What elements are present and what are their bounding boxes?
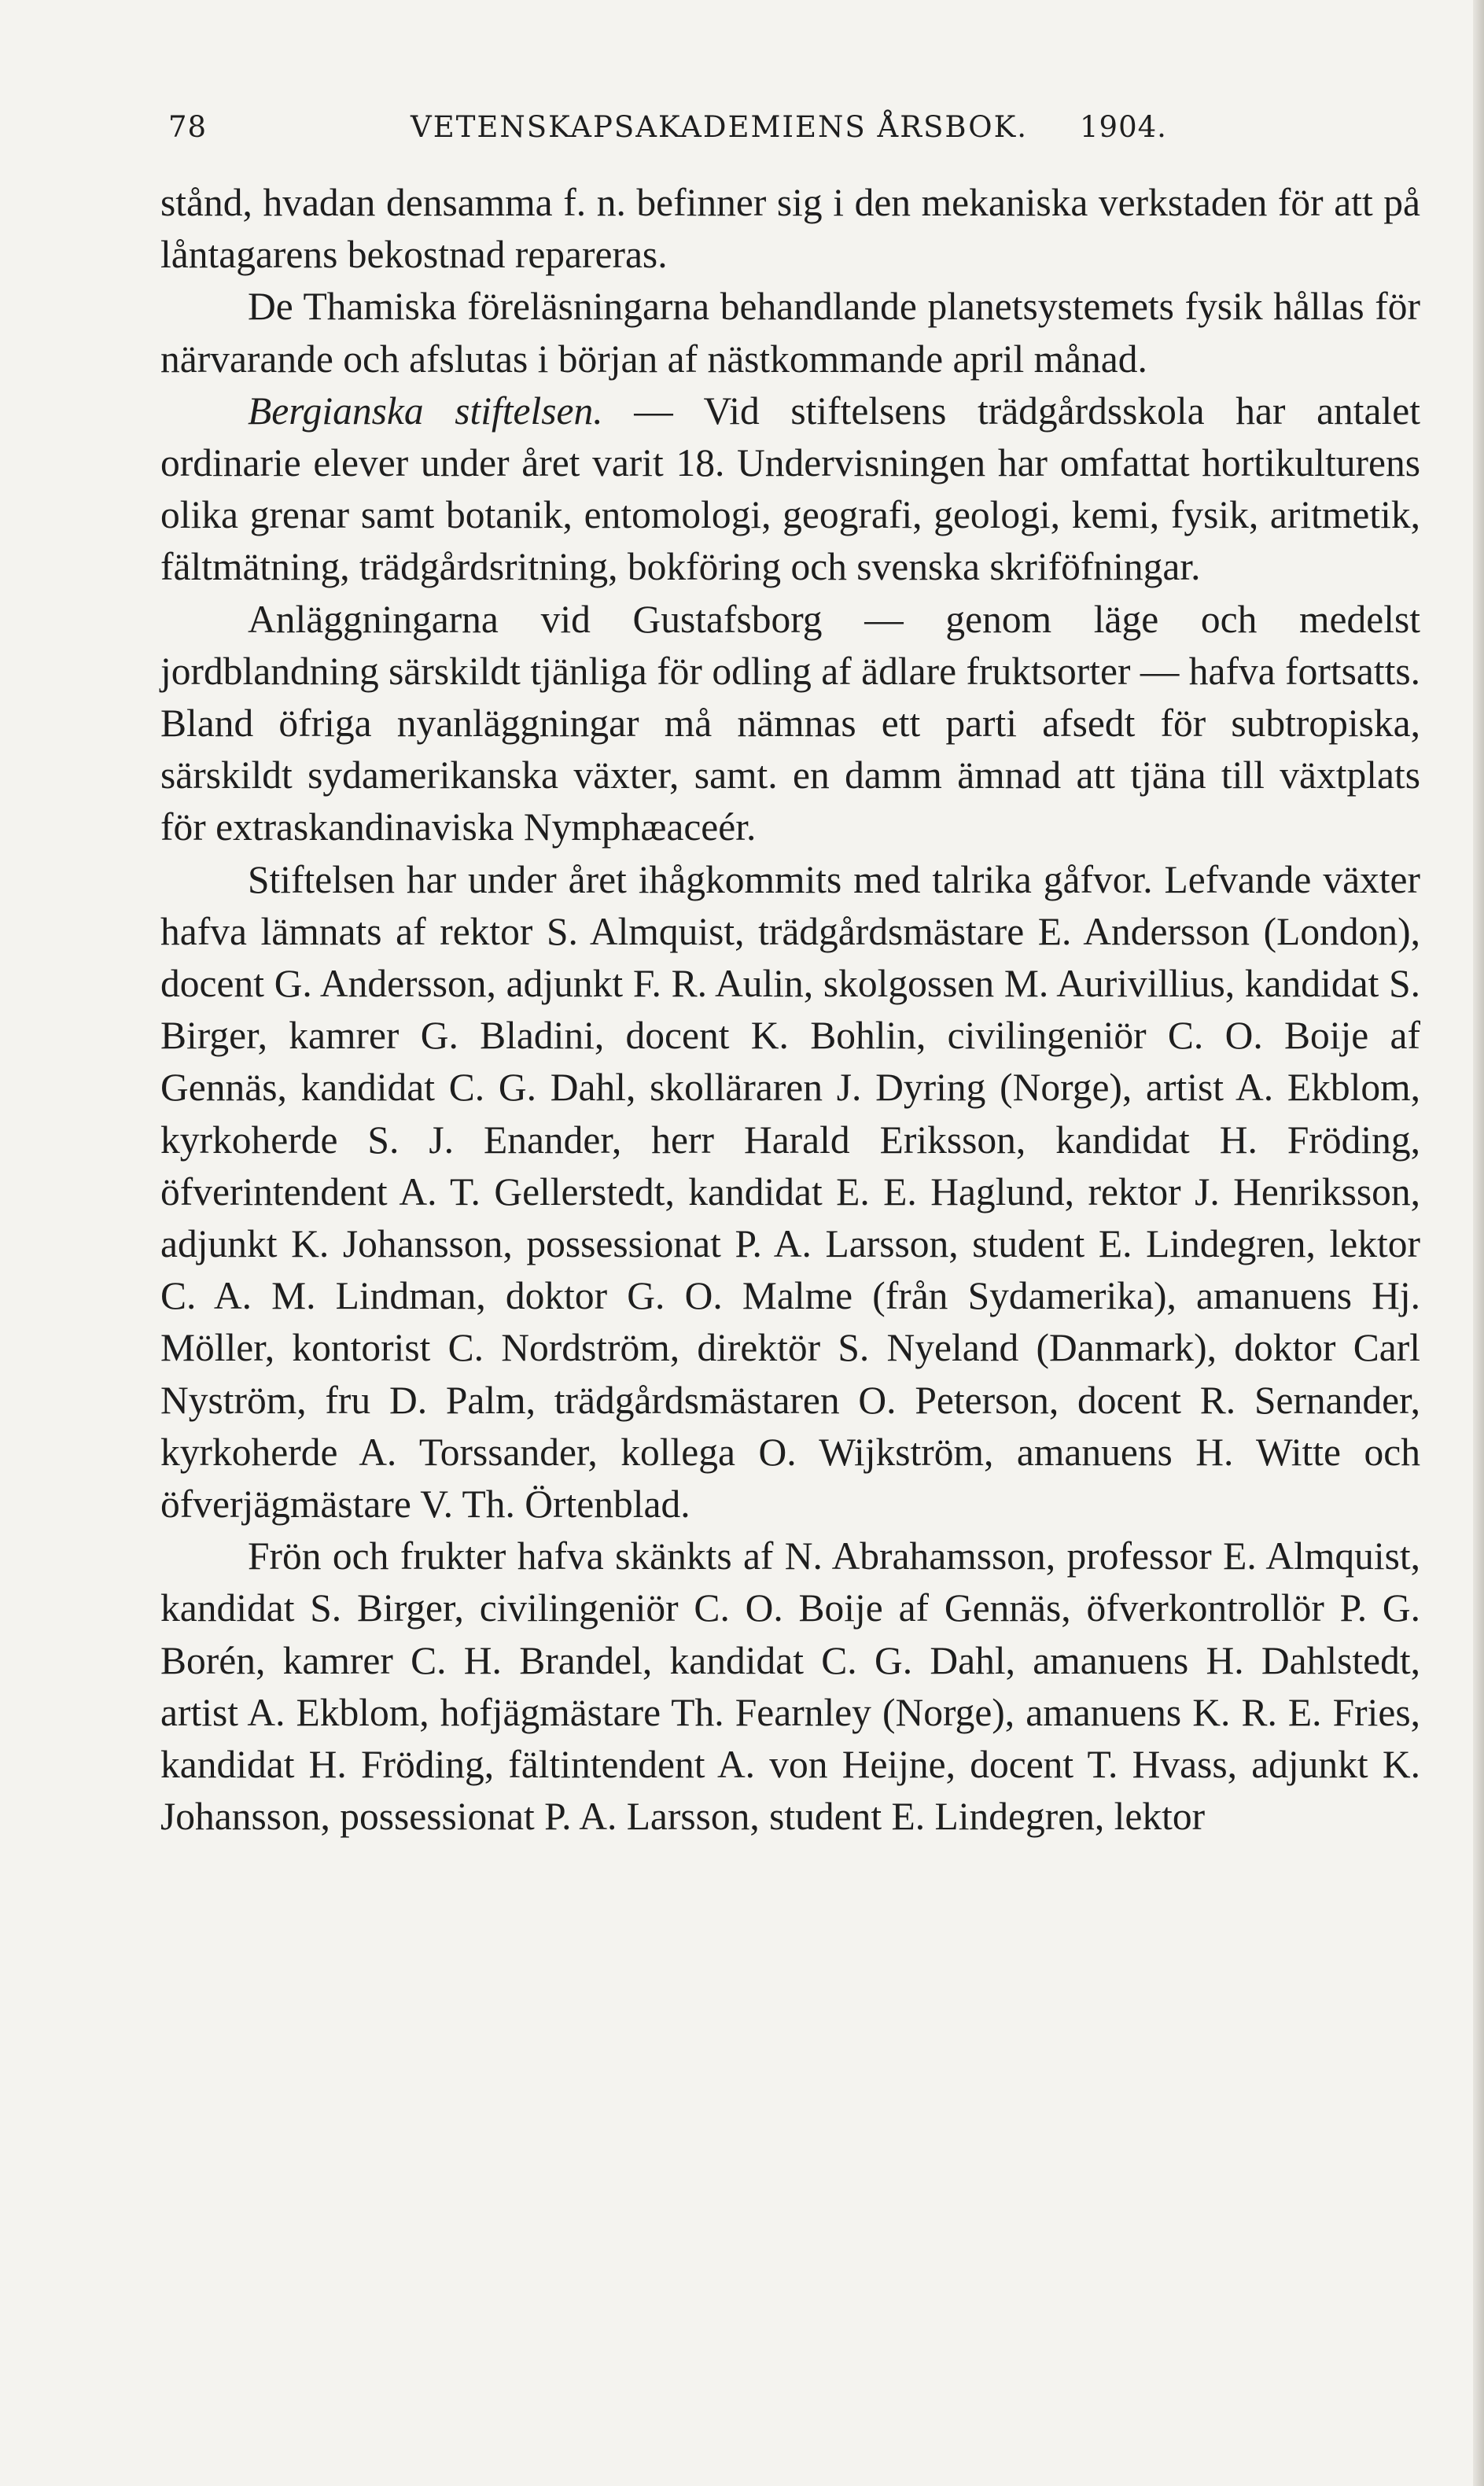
paragraph-bergianska-text: — Vid stiftelsens trädgårdsskola har antalet ordinarie elever under året varit 18. Undervisningen har omfattat hortikulturens olika grenar samt botanik, entomologi, geografi, geologi, kemi, fysik, aritmetik, fältmätning, trädgårdsritning, bokföring och svenska skriföfningar. [160,389,1420,589]
paragraph-gifts-seeds: Frön och frukter hafva skänkts af N. Abrahamsson, professor E. Almquist, kandidat S. Birger, civilingeniör C. O. Boije af Gennäs, öfverkontrollör P. G. Borén, kamrer C. H. Brandel, kandidat C. G. Dahl, amanuens H. Dahlstedt, artist A. Ekblom, hofjägmästare Th. Fearnley (Norge), amanuens K. R. E. Fries, kandidat H. Fröding, fältintendent A. von Heijne, docent T. Hvass, adjunkt K. Johansson, possessionat P. A. Larsson, student E. Lindegren, lektor [160,1534,1420,1839]
page-edge-shadow [1473,0,1484,2486]
page-number: 78 [168,110,208,144]
paragraph-gustafsborg: Anläggningarna vid Gustafsborg — genom läge och medelst jordblandning särskildt tjänliga för odling af ädlare fruktsorter — hafva fortsatts. Bland öfriga nyanläggningar må nämnas ett parti afsedt för subtropiska, särskildt sydamerikanska växter, samt. en damm ämnad att tjäna till växtplats för extraskandinaviska Nymphæaceér. [160,597,1420,849]
header-year: 1904. [1080,110,1167,144]
section-heading: Bergianska stiftelsen. [248,389,603,433]
running-header [162,110,1173,157]
body-text [160,177,1420,1843]
paragraph-bergianska [160,385,1420,594]
paragraph-gifts-plants: Stiftelsen har under året ihågkommits med talrika gåfvor. Lefvande växter hafva lämnats af rektor S. Almquist, trädgårdsmästare E. Andersson (London), docent G. Andersson, adjunkt F. R. Aulin, skolgossen M. Aurivillius, kandidat S. Birger, kamrer G. Bladini, docent K. Bohlin, civilingeniör C. O. Boije af Gennäs, kandidat C. G. Dahl, skolläraren J. Dyring (Norge), artist A. Ekblom, kyrkoherde S. J. Enander, herr Harald Eriksson, kandidat H. Fröding, öfverintendent A. T. Gellerstedt, kandidat E. E. Haglund, rektor J. Henriksson, adjunkt K. Johansson, possessionat P. A. Larsson, student E. Lindegren, lektor C. A. M. Lindman, doktor G. O. Malme (från Sydamerika), amanuens Hj. Möller, kontorist C. Nordström, direktör S. Nyeland (Danmark), doktor Carl Nyström, fru D. Palm, trädgårdsmästaren O. Peterson, docent R. Sernander, kyrkoherde A. Torssander, kollega O. Wijkström, amanuens H. Witte och öfverjägmästare V. Th. Örtenblad. [160,857,1420,1527]
paragraph-continuation: stånd, hvadan densamma f. n. befinner sig i den mekaniska verkstaden för att på låntagarens bekostnad repareras. [160,181,1420,277]
running-title: VETENSKAPSAKADEMIENS ÅRSBOK. [411,110,1029,144]
paragraph-thamiska: De Thamiska föreläsningarna behandlande planetsystemets fysik hållas för närvarande och afslutas i början af nästkommande april månad. [160,285,1420,381]
